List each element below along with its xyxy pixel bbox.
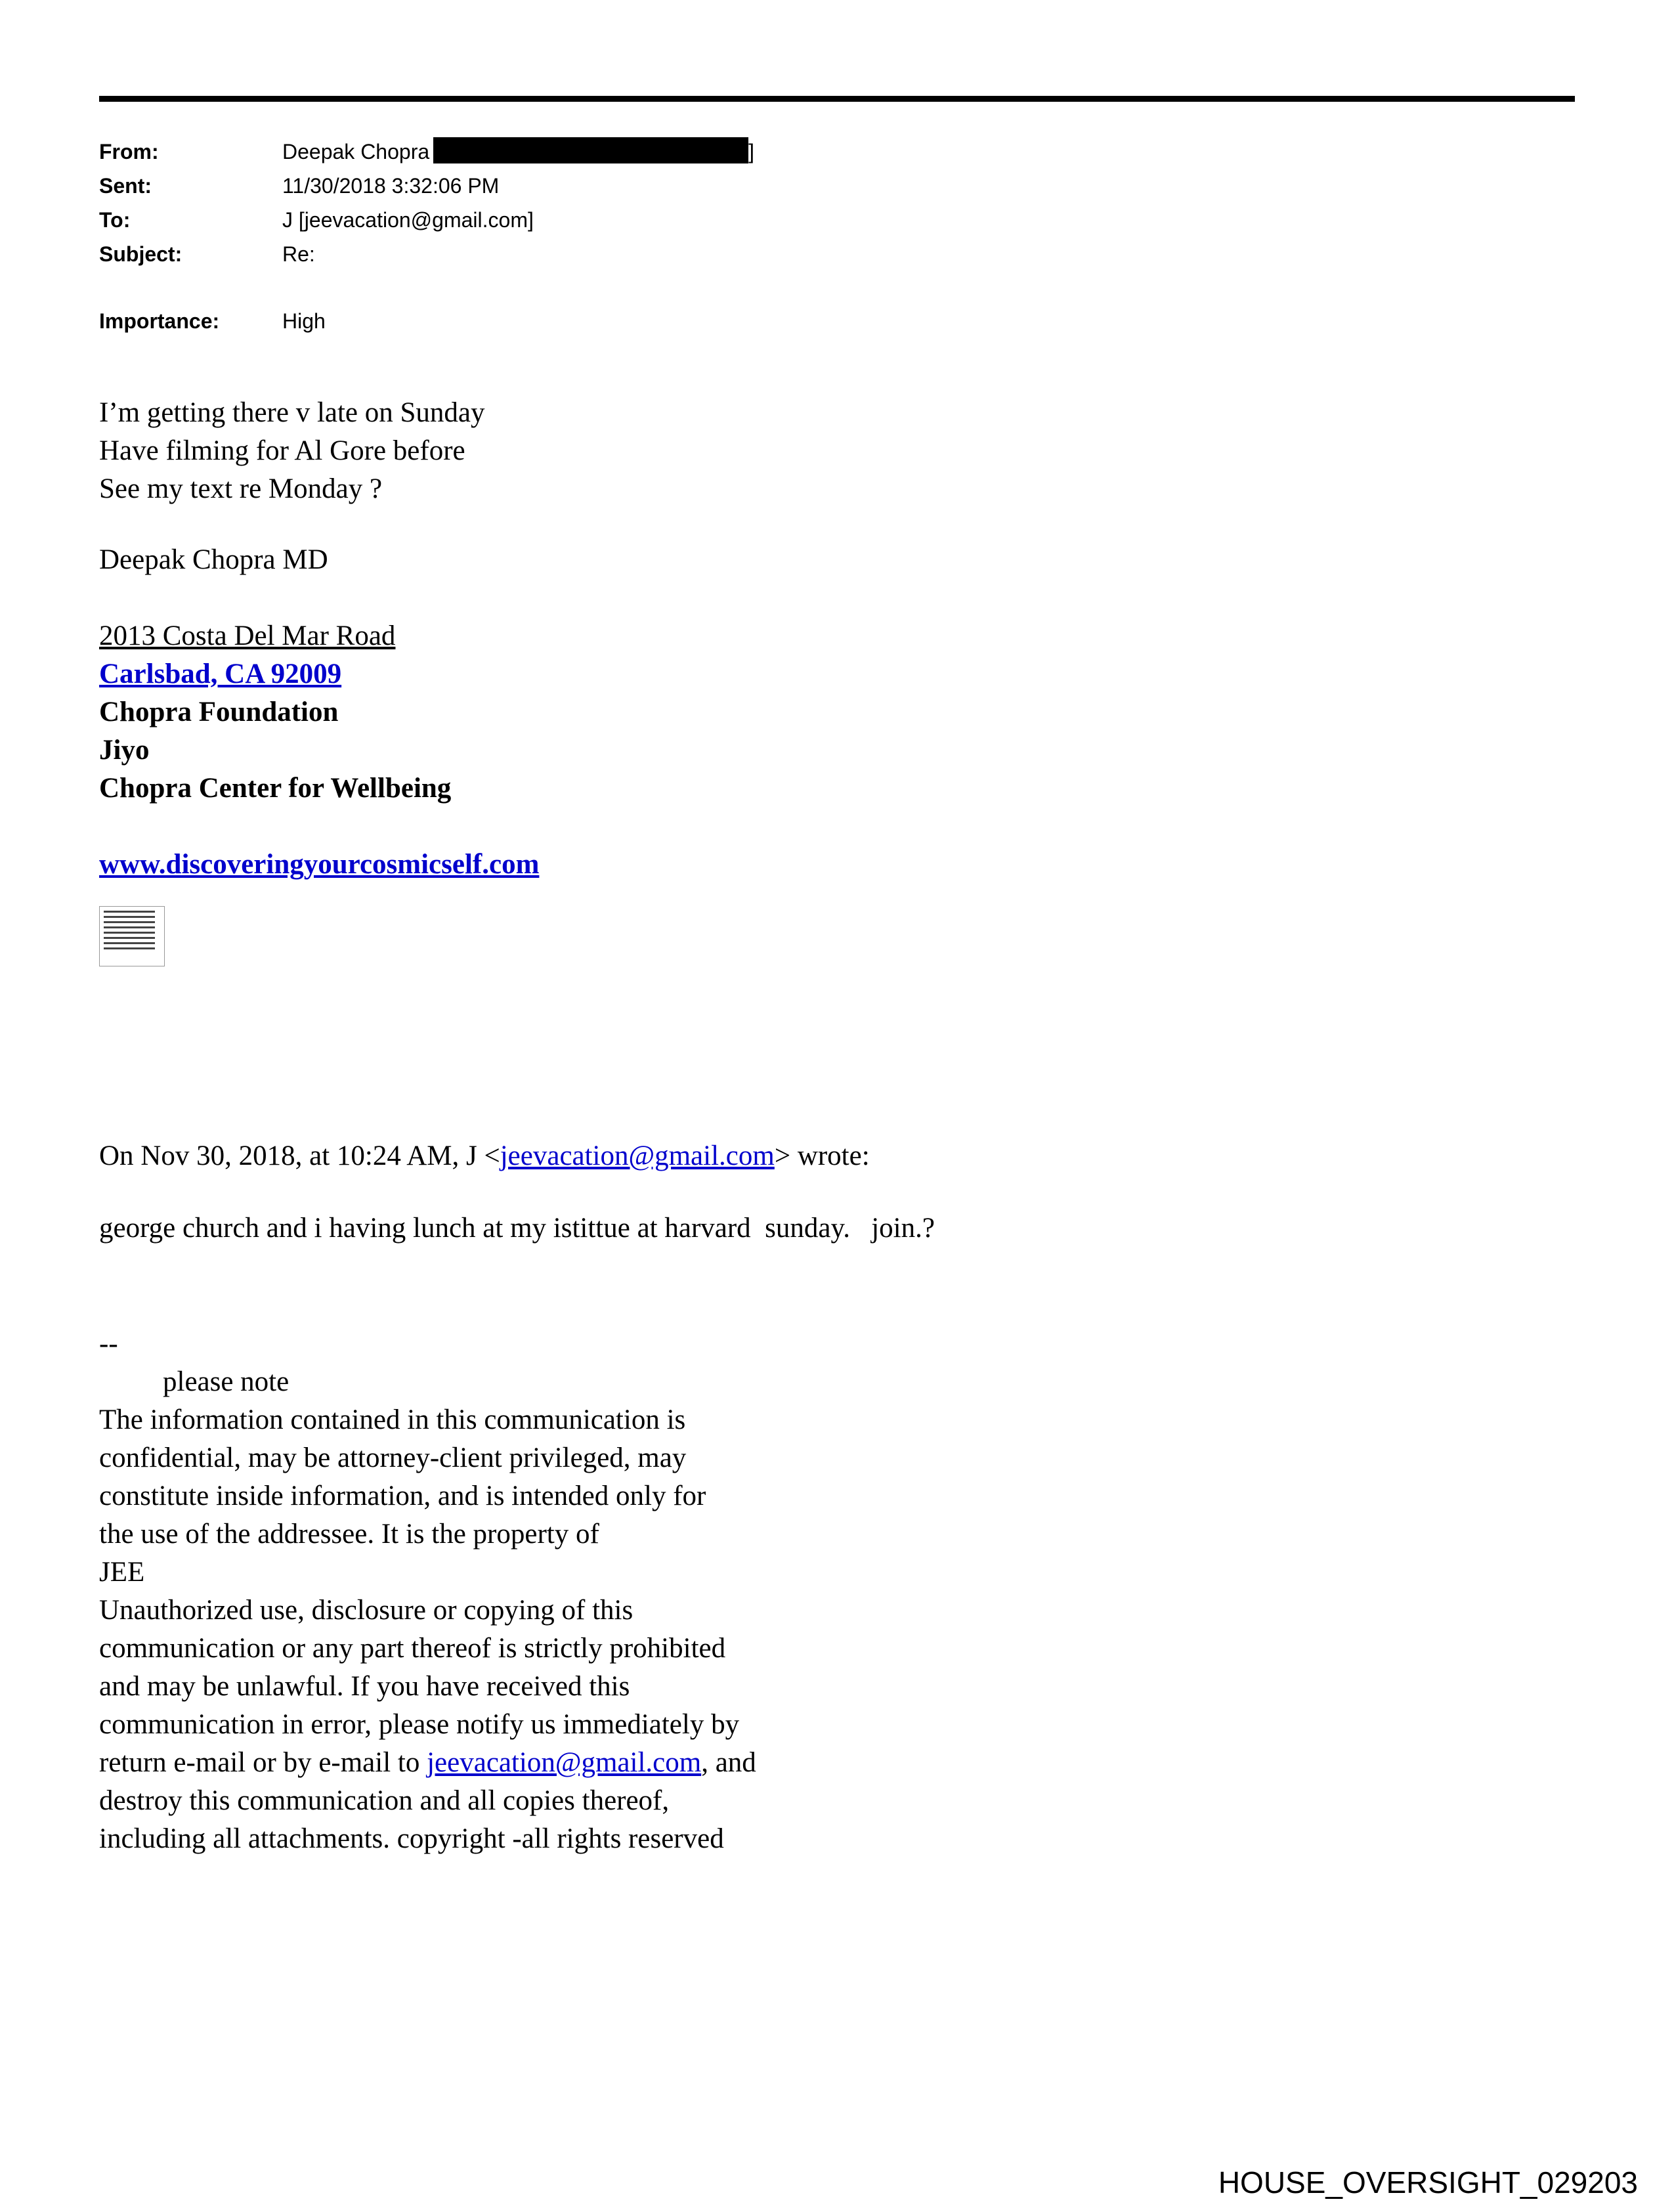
disclaimer-block (99, 1325, 1595, 1858)
disclaimer-line: Unauthorized use, disclosure or copying of this (99, 1595, 633, 1626)
bates-number: HOUSE_OVERSIGHT_029203 (1218, 2165, 1638, 2200)
email-content (99, 135, 1595, 1858)
website-line (99, 846, 1595, 884)
org-line: Chopra Center for Wellbeing (99, 773, 452, 804)
disclaimer-line: constitute inside information, and is intended only for (99, 1481, 706, 1511)
importance-label: Importance: (99, 309, 220, 333)
disclaimer-line: communication or any part thereof is strictly prohibited (99, 1633, 726, 1664)
disclaimer-link-suffix: , and (701, 1747, 756, 1778)
quoted-reply-header (99, 1137, 1595, 1175)
to-label: To: (99, 208, 131, 232)
from-value: Deepak Chopra (282, 140, 430, 163)
quoted-message: george church and i having lunch at my istittue at harvard sunday. join.? (99, 1213, 935, 1244)
body-line: Have filming for Al Gore before (99, 435, 465, 466)
sent-label: Sent: (99, 174, 152, 198)
header-row-from (99, 135, 1595, 169)
org-line: Jiyo (99, 735, 150, 766)
subject-label: Subject: (99, 242, 182, 266)
top-divider-rule (99, 96, 1575, 102)
header-row-sent (99, 169, 1595, 203)
address-line-2-link[interactable]: Carlsbad, CA 92009 (99, 659, 342, 689)
from-label: From: (99, 140, 159, 163)
disclaimer-line: communication in error, please notify us immediately by (99, 1709, 740, 1740)
importance-value: High (282, 309, 326, 333)
disclaimer-line: confidential, may be attorney-client privileged, may (99, 1442, 687, 1473)
to-value: J [jeevacation@gmail.com] (282, 208, 534, 232)
from-value-suffix: ] (748, 140, 755, 163)
disclaimer-line: and may be unlawful. If you have received this (99, 1671, 630, 1702)
disclaimer-link-prefix: return e-mail or by e-mail to (99, 1747, 427, 1778)
quoted-sender-email-link[interactable]: jeevacation@gmail.com (500, 1140, 775, 1171)
message-body (99, 394, 1595, 508)
subject-value: Re: (282, 242, 315, 266)
redaction-bar (433, 137, 748, 163)
header-row-subject (99, 237, 1595, 271)
body-line: See my text re Monday ? (99, 473, 383, 504)
signature-name: Deepak Chopra MD (99, 544, 328, 575)
please-note-label: please note (163, 1366, 290, 1397)
disclaimer-line: destroy this communication and all copies thereof, (99, 1785, 670, 1816)
signature-image-thumbnail (99, 906, 165, 966)
sent-value: 11/30/2018 3:32:06 PM (282, 174, 500, 198)
website-link[interactable]: www.discoveringyourcosmicself.com (99, 849, 540, 880)
header-row-to (99, 203, 1595, 237)
org-line: Chopra Foundation (99, 697, 339, 727)
disclaimer-line: the use of the addressee. It is the property of (99, 1519, 599, 1550)
disclaimer-line: JEE (99, 1557, 145, 1588)
disclaimer-line-with-link (99, 1744, 1595, 1782)
disclaimer-line: The information contained in this communication is (99, 1404, 686, 1435)
disclaimer-email-link[interactable]: jeevacation@gmail.com (427, 1747, 702, 1778)
email-header-block (99, 135, 1595, 338)
header-row-importance (99, 304, 1595, 338)
address-line-1[interactable]: 2013 Costa Del Mar Road (99, 620, 396, 651)
disclaimer-line: including all attachments. copyright -all rights reserved (99, 1823, 724, 1854)
signature-block (99, 617, 1595, 808)
body-line: I’m getting there v late on Sunday (99, 397, 485, 428)
quoted-header-prefix: On Nov 30, 2018, at 10:24 AM, J < (99, 1140, 500, 1171)
quoted-header-suffix: > wrote: (774, 1140, 870, 1171)
signature-separator: -- (99, 1328, 118, 1359)
